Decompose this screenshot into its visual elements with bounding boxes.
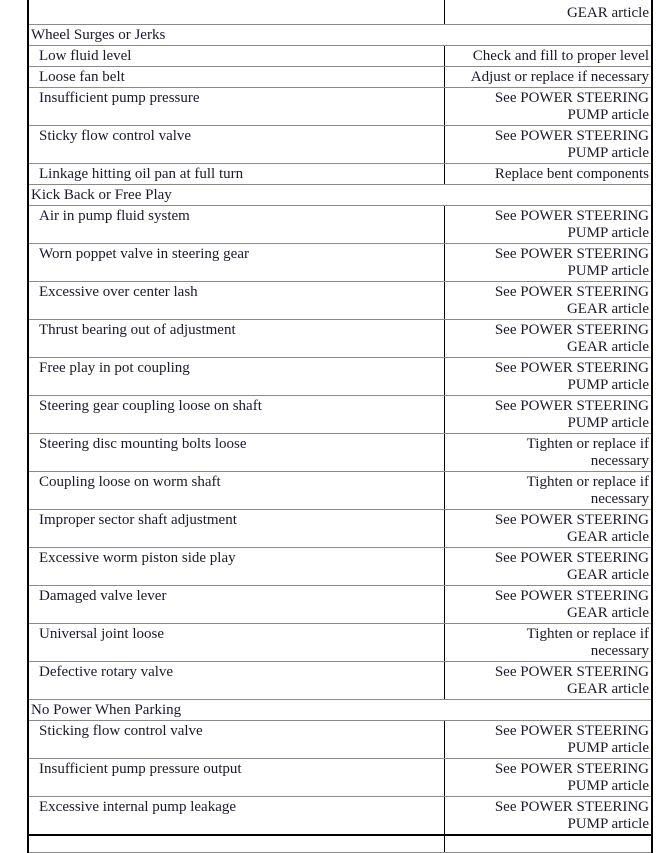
correction-cell — [445, 396, 651, 433]
cause-line: Excessive over center lash — [39, 284, 198, 300]
correction-cell — [445, 244, 651, 281]
table-section-header — [29, 25, 651, 46]
cause-line: Air in pump fluid system — [39, 208, 190, 224]
cause-cell — [29, 164, 445, 184]
troubleshooting-table — [27, 0, 653, 853]
correction-cell — [445, 88, 651, 125]
cause-line: Free play in pot coupling — [39, 360, 190, 376]
correction-cell — [445, 126, 651, 163]
correction-cell — [445, 510, 651, 547]
correction-cell — [445, 282, 651, 319]
correction-line: PUMP article — [567, 816, 649, 832]
table-row — [29, 126, 651, 164]
table-row — [29, 88, 651, 126]
cause-line: Low fluid level — [39, 48, 132, 64]
cause-cell — [29, 759, 445, 796]
cause-line: Coupling loose on worm shaft — [39, 474, 221, 490]
correction-line: See POWER STEERING — [494, 322, 649, 338]
table-row — [29, 396, 651, 434]
cause-line: Steering disc mounting bolts loose — [39, 436, 247, 452]
correction-line: PUMP article — [567, 377, 649, 393]
correction-line: GEAR article — [566, 567, 649, 583]
table-row — [29, 320, 651, 358]
cause-line: Excessive internal pump leakage — [39, 799, 237, 815]
table-row — [29, 836, 651, 853]
cause-line: No Power When Parking — [31, 702, 182, 718]
correction-line: See POWER STEERING — [494, 799, 649, 815]
correction-cell — [445, 164, 651, 184]
correction-line: necessary — [590, 491, 649, 507]
cause-line: Wheel Surges or Jerks — [31, 27, 166, 43]
cause-cell — [29, 396, 445, 433]
correction-line: See POWER STEERING — [494, 512, 649, 528]
table-row — [29, 0, 651, 25]
cause-cell — [29, 46, 445, 66]
cause-line: Kick Back or Free Play — [31, 187, 172, 203]
correction-line: necessary — [590, 643, 649, 659]
table-row — [29, 434, 651, 472]
correction-cell — [445, 797, 651, 834]
correction-cell — [445, 586, 651, 623]
table-row — [29, 206, 651, 244]
correction-line: GEAR article — [566, 529, 649, 545]
section-title — [29, 25, 651, 45]
cause-line: Insufficient pump pressure — [39, 90, 200, 106]
table-row — [29, 358, 651, 396]
correction-cell — [445, 434, 651, 471]
correction-cell — [445, 206, 651, 243]
table-row — [29, 46, 651, 67]
correction-line: See POWER STEERING — [494, 588, 649, 604]
correction-line: Replace bent components — [494, 166, 649, 182]
table-section-header — [29, 700, 651, 721]
cause-cell — [29, 510, 445, 547]
correction-line: PUMP article — [567, 107, 649, 123]
cause-line: Sticky flow control valve — [39, 128, 192, 144]
cause-cell — [29, 282, 445, 319]
table-row — [29, 164, 651, 185]
correction-line: See POWER STEERING — [494, 128, 649, 144]
cause-line: Worn poppet valve in steering gear — [39, 246, 249, 262]
correction-line: GEAR article — [566, 339, 649, 355]
cause-cell — [29, 624, 445, 661]
table-row — [29, 797, 651, 836]
cause-line: Linkage hitting oil pan at full turn — [39, 166, 244, 182]
correction-line: Check and fill to proper level — [472, 48, 649, 64]
correction-line: See POWER STEERING — [494, 398, 649, 414]
cause-cell — [29, 662, 445, 699]
cause-line: Insufficient pump pressure output — [39, 761, 242, 777]
cause-line: Excessive worm piston side play — [39, 550, 236, 566]
cause-line: Improper sector shaft adjustment — [39, 512, 237, 528]
correction-line: Tighten or replace if — [526, 436, 649, 452]
correction-line: PUMP article — [567, 740, 649, 756]
correction-cell — [445, 67, 651, 87]
correction-cell — [445, 836, 651, 852]
correction-cell — [445, 548, 651, 585]
cause-cell — [29, 88, 445, 125]
table-row — [29, 244, 651, 282]
cause-cell — [29, 434, 445, 471]
correction-line: PUMP article — [567, 145, 649, 161]
table-row — [29, 548, 651, 586]
cause-cell — [29, 206, 445, 243]
table-row — [29, 282, 651, 320]
cause-cell — [29, 472, 445, 509]
cause-cell — [29, 126, 445, 163]
correction-line: See POWER STEERING — [494, 360, 649, 376]
table-row — [29, 759, 651, 797]
correction-line: PUMP article — [567, 415, 649, 431]
correction-cell — [445, 662, 651, 699]
cause-cell — [29, 320, 445, 357]
correction-line: See POWER STEERING — [494, 761, 649, 777]
cause-cell — [29, 244, 445, 281]
cause-cell — [29, 797, 445, 834]
correction-line: necessary — [590, 453, 649, 469]
table-row — [29, 472, 651, 510]
correction-line: PUMP article — [567, 778, 649, 794]
correction-line: See POWER STEERING — [494, 246, 649, 262]
cause-cell — [29, 548, 445, 585]
correction-line: GEAR article — [566, 605, 649, 621]
correction-cell — [445, 0, 651, 24]
cause-line: Steering gear coupling loose on shaft — [39, 398, 262, 414]
correction-cell — [445, 320, 651, 357]
correction-line: See POWER STEERING — [494, 723, 649, 739]
table-row — [29, 721, 651, 759]
correction-line: See POWER STEERING — [494, 284, 649, 300]
cause-line: Sticking flow control valve — [39, 723, 203, 739]
table-row — [29, 662, 651, 700]
correction-line: PUMP article — [567, 263, 649, 279]
correction-line: See POWER STEERING — [494, 90, 649, 106]
table-row — [29, 510, 651, 548]
section-title — [29, 700, 651, 720]
correction-line: See POWER STEERING — [494, 550, 649, 566]
section-title — [29, 185, 651, 205]
cause-line: Universal joint loose — [39, 626, 164, 642]
cause-cell — [29, 0, 445, 24]
table-row — [29, 624, 651, 662]
cause-line: Damaged valve lever — [39, 588, 167, 604]
correction-line: Adjust or replace if necessary — [470, 69, 649, 85]
correction-cell — [445, 721, 651, 758]
correction-cell — [445, 759, 651, 796]
table-section-header — [29, 185, 651, 206]
correction-line: GEAR article — [566, 301, 649, 317]
correction-cell — [445, 358, 651, 395]
cause-line: Thrust bearing out of adjustment — [39, 322, 236, 338]
cause-cell — [29, 67, 445, 87]
correction-line: See POWER STEERING — [494, 664, 649, 680]
correction-cell — [445, 624, 651, 661]
cause-cell — [29, 721, 445, 758]
table-row — [29, 67, 651, 88]
cause-line: Loose fan belt — [39, 69, 125, 85]
correction-line: Tighten or replace if — [526, 474, 649, 490]
correction-line: Tighten or replace if — [526, 626, 649, 642]
correction-cell — [445, 46, 651, 66]
correction-cell — [445, 472, 651, 509]
cause-line: Defective rotary valve — [39, 664, 174, 680]
correction-line: PUMP article — [567, 225, 649, 241]
cause-cell — [29, 358, 445, 395]
cause-cell — [29, 836, 445, 852]
cause-cell — [29, 586, 445, 623]
correction-line: See POWER STEERING — [494, 208, 649, 224]
table-row — [29, 586, 651, 624]
correction-line: GEAR article — [566, 5, 649, 21]
correction-line: GEAR article — [566, 681, 649, 697]
